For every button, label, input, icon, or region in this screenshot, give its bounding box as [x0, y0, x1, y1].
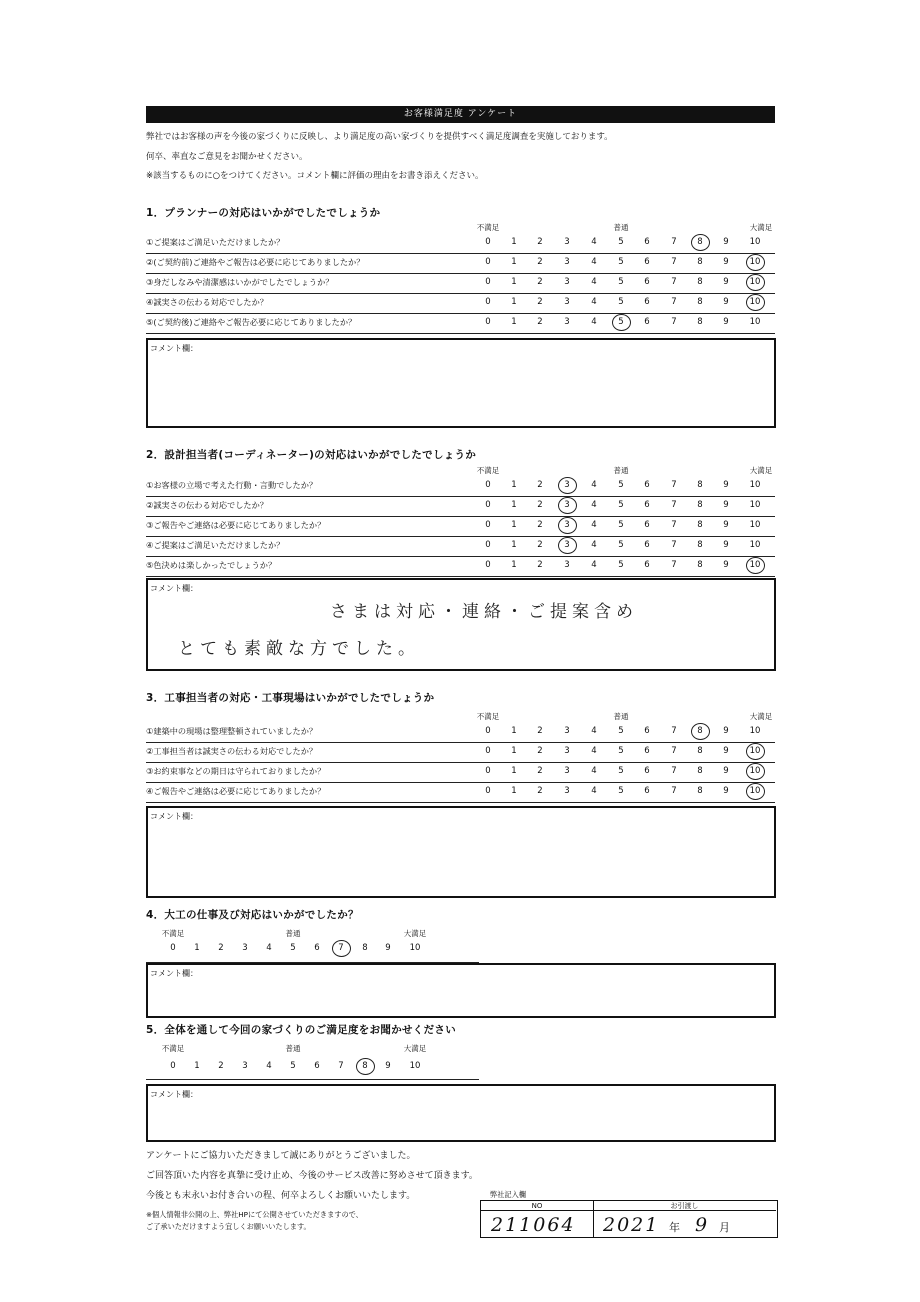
question-text: ⑤色決めは楽しかったでしょうか？ — [146, 560, 277, 570]
rating-option-7[interactable]: 7 — [671, 746, 677, 756]
question-row — [146, 294, 775, 314]
rating-option-9[interactable]: 9 — [723, 520, 729, 530]
scale-label-high: 大満足 — [749, 223, 773, 232]
rating-option-3[interactable]: 3 — [564, 746, 570, 756]
scale-label-low: 不満足 — [476, 223, 500, 232]
rating-option-4[interactable]: 4 — [591, 317, 597, 327]
section-title: 1．プランナーの対応はいかがでしたでしょうか — [146, 207, 381, 219]
question-row — [146, 234, 775, 254]
rating-option-3[interactable]: 3 — [242, 1061, 248, 1071]
question-row — [146, 743, 775, 763]
rating-option-6[interactable]: 6 — [644, 237, 650, 247]
rating-option-2[interactable]: 2 — [537, 540, 543, 550]
rating-option-5[interactable]: 5 — [618, 560, 624, 570]
rating-option-5[interactable]: 5 — [290, 1061, 296, 1071]
rating-option-4[interactable]: 4 — [591, 257, 597, 267]
selected-rating-circle — [746, 743, 765, 760]
scale-label-high: 大満足 — [403, 1044, 427, 1053]
question-row — [146, 274, 775, 294]
rating-option-8[interactable]: 8 — [362, 943, 368, 953]
rating-option-7[interactable]: 7 — [671, 277, 677, 287]
scale-label-high: 大満足 — [403, 929, 427, 938]
intro-text: 弊社ではお客様の声を今後の家づくりに反映し、より満足度の高い家づくりを提供すべく満足度調査を実施しております。 — [146, 132, 613, 142]
scale-label-mid: 普通 — [613, 223, 629, 232]
rating-option-4[interactable]: 4 — [591, 560, 597, 570]
rating-option-7[interactable]: 7 — [671, 540, 677, 550]
rating-option-5[interactable]: 5 — [618, 540, 624, 550]
rating-option-9[interactable]: 9 — [723, 726, 729, 736]
rating-option-4[interactable]: 4 — [591, 746, 597, 756]
rating-option-7[interactable]: 7 — [671, 726, 677, 736]
rating-option-0[interactable]: 0 — [485, 317, 491, 327]
rating-option-9[interactable]: 9 — [723, 297, 729, 307]
rating-option-7[interactable]: 7 — [671, 480, 677, 490]
selected-rating-circle — [691, 723, 710, 740]
rating-option-0[interactable]: 0 — [485, 257, 491, 267]
no-header: NO — [481, 1201, 593, 1211]
rating-option-0[interactable]: 0 — [170, 1061, 176, 1071]
rating-option-6[interactable]: 6 — [644, 766, 650, 776]
question-text: ③ご報告やご連絡は必要に応じてありましたか？ — [146, 520, 326, 530]
rating-option-10[interactable]: 10 — [749, 560, 761, 570]
comment-box[interactable] — [146, 963, 776, 1018]
rating-option-3[interactable]: 3 — [564, 257, 570, 267]
rating-option-9[interactable]: 9 — [723, 540, 729, 550]
rating-option-8[interactable]: 8 — [697, 766, 703, 776]
scale-label-low: 不満足 — [476, 712, 500, 721]
rating-option-5[interactable]: 5 — [618, 786, 624, 796]
question-row — [146, 517, 775, 537]
rating-option-4[interactable]: 4 — [266, 943, 272, 953]
rating-option-7[interactable]: 7 — [671, 786, 677, 796]
scale-label-low: 不満足 — [476, 466, 500, 475]
rating-option-6[interactable]: 6 — [644, 746, 650, 756]
rating-option-10[interactable]: 10 — [749, 257, 761, 267]
rating-option-10[interactable]: 10 — [749, 786, 761, 796]
selected-rating-circle — [746, 294, 765, 311]
question-row — [146, 763, 775, 783]
rating-option-8[interactable]: 8 — [697, 520, 703, 530]
selected-rating-circle — [691, 234, 710, 251]
handwritten-comment: とても素敵な方でした。 — [178, 639, 420, 659]
rating-option-2[interactable]: 2 — [537, 560, 543, 570]
rating-option-7[interactable]: 7 — [671, 520, 677, 530]
rating-option-4[interactable]: 4 — [591, 237, 597, 247]
rating-option-1[interactable]: 1 — [194, 943, 200, 953]
rating-option-9[interactable]: 9 — [723, 480, 729, 490]
rating-option-1[interactable]: 1 — [511, 317, 517, 327]
rating-option-7[interactable]: 7 — [338, 1061, 344, 1071]
rating-option-6[interactable]: 6 — [644, 786, 650, 796]
rating-option-9[interactable]: 9 — [723, 786, 729, 796]
rating-option-4[interactable]: 4 — [591, 297, 597, 307]
rating-option-3[interactable]: 3 — [564, 277, 570, 287]
rating-option-3[interactable]: 3 — [564, 540, 570, 550]
rating-option-8[interactable]: 8 — [697, 237, 703, 247]
rating-option-2[interactable]: 2 — [537, 726, 543, 736]
rating-option-10[interactable]: 10 — [749, 500, 761, 510]
question-text: ①建築中の現場は整理整頓されていましたか？ — [146, 726, 318, 736]
rating-option-7[interactable]: 7 — [671, 560, 677, 570]
rating-option-1[interactable]: 1 — [511, 500, 517, 510]
question-row — [146, 783, 775, 803]
rating-option-0[interactable]: 0 — [485, 237, 491, 247]
question-text: ⑤(ご契約後)ご連絡やご報告必要に応じてありましたか？ — [146, 317, 357, 327]
question-text: ②誠実さの伝わる対応でしたか？ — [146, 500, 268, 510]
rating-option-1[interactable]: 1 — [511, 277, 517, 287]
question-row — [146, 314, 775, 334]
rating-option-4[interactable]: 4 — [591, 277, 597, 287]
handover-header: お引渡し — [593, 1201, 776, 1211]
rating-option-1[interactable]: 1 — [511, 520, 517, 530]
rating-option-6[interactable]: 6 — [644, 540, 650, 550]
comment-label: コメント欄： — [150, 1090, 198, 1099]
question-row — [146, 477, 775, 497]
section-title: 3．工事担当者の対応・工事現場はいかがでしたでしょうか — [146, 692, 435, 704]
scale-label-mid: 普通 — [285, 1044, 301, 1053]
scale-label-mid: 普通 — [613, 712, 629, 721]
privacy-note: ※個人情報非公開の上、弊社HPにて公開させていただきますので、 — [146, 1210, 363, 1219]
rating-option-2[interactable]: 2 — [537, 520, 543, 530]
rating-option-8[interactable]: 8 — [697, 480, 703, 490]
rating-option-0[interactable]: 0 — [485, 726, 491, 736]
rating-option-0[interactable]: 0 — [485, 520, 491, 530]
rating-option-9[interactable]: 9 — [385, 1061, 391, 1071]
rating-option-7[interactable]: 7 — [338, 943, 344, 953]
section-title: 4．大工の仕事及び対応はいかがでしたか？ — [146, 909, 359, 921]
rating-option-0[interactable]: 0 — [485, 277, 491, 287]
rating-option-2[interactable]: 2 — [537, 317, 543, 327]
rating-option-2[interactable]: 2 — [218, 1061, 224, 1071]
selected-rating-circle — [746, 557, 765, 574]
rating-option-5[interactable]: 5 — [290, 943, 296, 953]
rating-option-3[interactable]: 3 — [564, 520, 570, 530]
rating-option-4[interactable]: 4 — [591, 500, 597, 510]
rating-option-8[interactable]: 8 — [697, 297, 703, 307]
office-use-table — [480, 1200, 778, 1238]
handwritten-comment: さまは対応・連絡・ご提案含め — [330, 602, 638, 622]
rating-option-2[interactable]: 2 — [537, 766, 543, 776]
question-text: ④ご提案はご満足いただけましたか？ — [146, 540, 285, 550]
question-text: ③お約束事などの期日は守られておりましたか？ — [146, 766, 326, 776]
rating-option-7[interactable]: 7 — [671, 766, 677, 776]
question-row — [146, 497, 775, 517]
rating-option-7[interactable]: 7 — [671, 317, 677, 327]
rating-option-0[interactable]: 0 — [485, 746, 491, 756]
rating-option-5[interactable]: 5 — [618, 257, 624, 267]
rating-option-5[interactable]: 5 — [618, 237, 624, 247]
selected-rating-circle — [746, 254, 765, 271]
page-title: お客様満足度 アンケート — [146, 106, 775, 123]
scale-label-high: 大満足 — [749, 712, 773, 721]
rating-option-6[interactable]: 6 — [644, 560, 650, 570]
rating-option-6[interactable]: 6 — [644, 500, 650, 510]
rating-option-6[interactable]: 6 — [314, 1061, 320, 1071]
rating-option-10[interactable]: 10 — [749, 297, 761, 307]
comment-box[interactable] — [146, 338, 776, 428]
scale-label-low: 不満足 — [161, 1044, 185, 1053]
question-text: ①ご提案はご満足いただけましたか？ — [146, 237, 285, 247]
rating-option-3[interactable]: 3 — [242, 943, 248, 953]
rating-option-8[interactable]: 8 — [697, 257, 703, 267]
rating-option-1[interactable]: 1 — [511, 257, 517, 267]
rating-option-6[interactable]: 6 — [314, 943, 320, 953]
rating-option-10[interactable]: 10 — [749, 277, 761, 287]
rating-option-2[interactable]: 2 — [537, 297, 543, 307]
question-text: ④ご報告やご連絡は必要に応じてありましたか？ — [146, 786, 326, 796]
rating-option-2[interactable]: 2 — [537, 237, 543, 247]
selected-rating-circle — [332, 940, 351, 957]
rating-option-10[interactable]: 10 — [409, 943, 421, 953]
closing-text: 今後とも末永いお付き合いの程、何卒よろしくお願いいたします。 — [146, 1191, 416, 1201]
rating-option-5[interactable]: 5 — [618, 480, 624, 490]
question-row — [146, 557, 775, 577]
no-value: 211064 — [491, 1214, 576, 1236]
question-text: ②工事担当者は誠実さの伝わる対応でしたか？ — [146, 746, 318, 756]
rating-option-0[interactable]: 0 — [170, 943, 176, 953]
scale-label-mid: 普通 — [285, 929, 301, 938]
rating-option-1[interactable]: 1 — [511, 786, 517, 796]
question-row — [146, 537, 775, 557]
intro-text: 何卒、率直なご意見をお聞かせください。 — [146, 152, 308, 162]
rating-option-2[interactable]: 2 — [537, 480, 543, 490]
rating-option-6[interactable]: 6 — [644, 317, 650, 327]
rating-option-4[interactable]: 4 — [591, 726, 597, 736]
rating-option-5[interactable]: 5 — [618, 726, 624, 736]
rating-option-9[interactable]: 9 — [723, 766, 729, 776]
rating-option-7[interactable]: 7 — [671, 237, 677, 247]
selected-rating-circle — [558, 517, 577, 534]
rating-option-7[interactable]: 7 — [671, 257, 677, 267]
rating-option-5[interactable]: 5 — [618, 277, 624, 287]
rating-option-5[interactable]: 5 — [618, 766, 624, 776]
rating-option-4[interactable]: 4 — [266, 1061, 272, 1071]
question-row — [146, 254, 775, 274]
rating-option-3[interactable]: 3 — [564, 786, 570, 796]
month-unit: 月 — [719, 1221, 732, 1234]
rating-option-9[interactable]: 9 — [723, 317, 729, 327]
rating-option-8[interactable]: 8 — [697, 500, 703, 510]
scale-label-low: 不満足 — [161, 929, 185, 938]
comment-label: コメント欄： — [150, 584, 198, 593]
rating-option-10[interactable]: 10 — [749, 766, 761, 776]
selected-rating-circle — [356, 1058, 375, 1075]
rating-option-2[interactable]: 2 — [537, 500, 543, 510]
rating-option-8[interactable]: 8 — [697, 746, 703, 756]
rating-option-1[interactable]: 1 — [511, 297, 517, 307]
rating-option-4[interactable]: 4 — [591, 480, 597, 490]
rating-option-1[interactable]: 1 — [511, 560, 517, 570]
selected-rating-circle — [558, 497, 577, 514]
rating-option-0[interactable]: 0 — [485, 766, 491, 776]
rating-option-8[interactable]: 8 — [697, 786, 703, 796]
rating-option-9[interactable]: 9 — [723, 746, 729, 756]
rating-option-3[interactable]: 3 — [564, 766, 570, 776]
rating-option-0[interactable]: 0 — [485, 786, 491, 796]
question-text: ①お客様の立場で考えた行動・言動でしたか？ — [146, 480, 318, 490]
rating-option-3[interactable]: 3 — [564, 480, 570, 490]
rating-option-6[interactable]: 6 — [644, 297, 650, 307]
rating-option-9[interactable]: 9 — [385, 943, 391, 953]
comment-label: コメント欄： — [150, 344, 198, 353]
question-text: ②(ご契約前)ご連絡やご報告は必要に応じてありましたか？ — [146, 257, 365, 267]
comment-box[interactable] — [146, 1084, 776, 1142]
rating-option-9[interactable]: 9 — [723, 500, 729, 510]
selected-rating-circle — [558, 537, 577, 554]
rating-option-5[interactable]: 5 — [618, 500, 624, 510]
comment-label: コメント欄： — [150, 812, 198, 821]
rating-option-1[interactable]: 1 — [511, 766, 517, 776]
question-text: ④誠実さの伝わる対応でしたか？ — [146, 297, 268, 307]
rating-option-6[interactable]: 6 — [644, 277, 650, 287]
rating-option-3[interactable]: 3 — [564, 560, 570, 570]
comment-label: コメント欄： — [150, 969, 198, 978]
rating-option-1[interactable]: 1 — [511, 237, 517, 247]
closing-text: ご回答頂いた内容を真摯に受け止め、今後のサービス改善に努めさせて頂きます。 — [146, 1171, 478, 1181]
rating-option-10[interactable]: 10 — [409, 1061, 421, 1071]
rating-option-10[interactable]: 10 — [749, 520, 761, 530]
rating-option-10[interactable]: 10 — [749, 480, 761, 490]
rating-option-9[interactable]: 9 — [723, 277, 729, 287]
rating-option-8[interactable]: 8 — [697, 317, 703, 327]
divider — [146, 1079, 479, 1080]
handover-year: 2021 — [603, 1214, 660, 1236]
rating-option-5[interactable]: 5 — [618, 297, 624, 307]
rating-option-5[interactable]: 5 — [618, 746, 624, 756]
rating-option-0[interactable]: 0 — [485, 540, 491, 550]
rating-option-5[interactable]: 5 — [618, 520, 624, 530]
privacy-note: ご了承いただけますよう宜しくお願いいたします。 — [146, 1222, 311, 1231]
rating-option-1[interactable]: 1 — [511, 726, 517, 736]
rating-option-5[interactable]: 5 — [618, 317, 624, 327]
selected-rating-circle — [612, 314, 631, 331]
rating-option-6[interactable]: 6 — [644, 520, 650, 530]
rating-option-3[interactable]: 3 — [564, 237, 570, 247]
rating-option-10[interactable]: 10 — [749, 746, 761, 756]
rating-option-4[interactable]: 4 — [591, 766, 597, 776]
rating-option-10[interactable]: 10 — [749, 540, 761, 550]
year-unit: 年 — [669, 1221, 682, 1234]
selected-rating-circle — [746, 763, 765, 780]
rating-option-0[interactable]: 0 — [485, 480, 491, 490]
rating-option-7[interactable]: 7 — [671, 500, 677, 510]
rating-option-2[interactable]: 2 — [537, 786, 543, 796]
rating-option-8[interactable]: 8 — [697, 277, 703, 287]
comment-box[interactable] — [146, 806, 776, 898]
rating-option-4[interactable]: 4 — [591, 786, 597, 796]
rating-option-2[interactable]: 2 — [537, 277, 543, 287]
rating-option-7[interactable]: 7 — [671, 297, 677, 307]
handover-month: 9 — [695, 1214, 710, 1236]
rating-option-0[interactable]: 0 — [485, 500, 491, 510]
rating-option-9[interactable]: 9 — [723, 257, 729, 267]
question-text: ③身だしなみや清潔感はいかがでしたでしょうか？ — [146, 277, 334, 287]
rating-option-1[interactable]: 1 — [511, 540, 517, 550]
rating-option-4[interactable]: 4 — [591, 540, 597, 550]
rating-option-2[interactable]: 2 — [537, 257, 543, 267]
rating-option-8[interactable]: 8 — [697, 540, 703, 550]
scale-label-mid: 普通 — [613, 466, 629, 475]
rating-option-3[interactable]: 3 — [564, 297, 570, 307]
rating-option-10[interactable]: 10 — [749, 726, 761, 736]
rating-option-2[interactable]: 2 — [537, 746, 543, 756]
rating-option-8[interactable]: 8 — [362, 1061, 368, 1071]
rating-option-6[interactable]: 6 — [644, 726, 650, 736]
rating-option-8[interactable]: 8 — [697, 726, 703, 736]
rating-option-4[interactable]: 4 — [591, 520, 597, 530]
rating-option-3[interactable]: 3 — [564, 726, 570, 736]
question-row — [146, 723, 775, 743]
section-title: 5．全体を通して今回の家づくりのご満足度をお聞かせください — [146, 1024, 457, 1036]
selected-rating-circle — [746, 783, 765, 800]
selected-rating-circle — [558, 477, 577, 494]
rating-option-8[interactable]: 8 — [697, 560, 703, 570]
rating-option-9[interactable]: 9 — [723, 237, 729, 247]
rating-option-9[interactable]: 9 — [723, 560, 729, 570]
section-title: 2．設計担当者(コーディネーター)の対応はいかがでしたでしょうか — [146, 449, 477, 461]
office-use-label: 弊社記入欄 — [490, 1190, 526, 1199]
scale-label-high: 大満足 — [749, 466, 773, 475]
rating-option-10[interactable]: 10 — [749, 237, 761, 247]
rating-option-10[interactable]: 10 — [749, 317, 761, 327]
rating-option-2[interactable]: 2 — [218, 943, 224, 953]
selected-rating-circle — [746, 274, 765, 291]
closing-text: アンケートにご協力いただきまして誠にありがとうございました。 — [146, 1151, 416, 1161]
rating-option-6[interactable]: 6 — [644, 480, 650, 490]
intro-text: ※該当するものに○をつけてください。コメント欄に評価の理由をお書き添えください。 — [146, 171, 484, 181]
rating-option-3[interactable]: 3 — [564, 317, 570, 327]
rating-option-1[interactable]: 1 — [511, 746, 517, 756]
rating-option-0[interactable]: 0 — [485, 560, 491, 570]
rating-option-1[interactable]: 1 — [511, 480, 517, 490]
rating-option-1[interactable]: 1 — [194, 1061, 200, 1071]
rating-option-6[interactable]: 6 — [644, 257, 650, 267]
rating-option-0[interactable]: 0 — [485, 297, 491, 307]
rating-option-3[interactable]: 3 — [564, 500, 570, 510]
